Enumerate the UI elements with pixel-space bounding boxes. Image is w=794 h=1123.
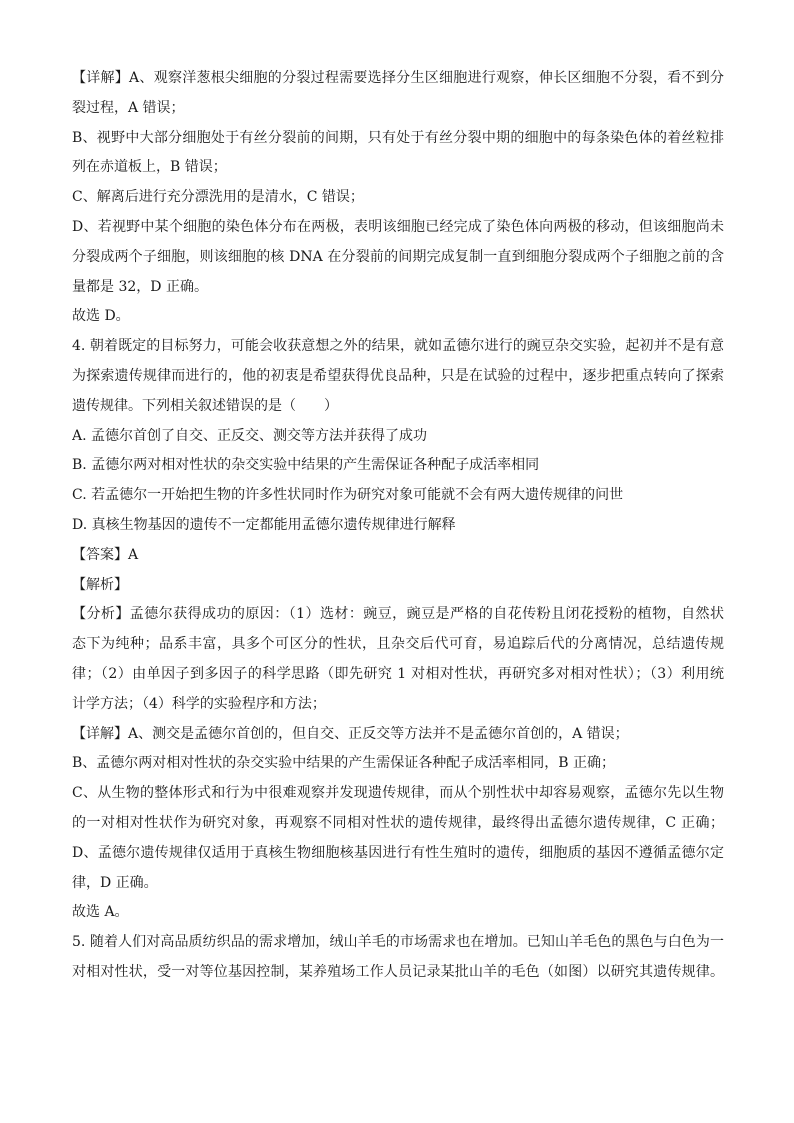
text-line: 律；（2）由单因子到多因子的科学思路（即先研究 1 对相对性状，再研究多对相对性状）；（3）利用统 — [72, 665, 724, 682]
text-line: 4. 朝着既定的目标努力，可能会收获意想之外的结果，就如孟德尔进行的豌豆杂交实验，起初并不是有意 — [72, 338, 724, 355]
text-line: 【答案】A — [72, 546, 139, 563]
text-line: 遗传规律。下列相关叙述错误的是（ ） — [72, 397, 338, 414]
text-line: D、孟德尔遗传规律仅适用于真核生物细胞核基因进行有性生殖时的遗传，细胞质的基因不遵循孟德尔定 — [72, 844, 724, 861]
text-line: B、视野中大部分细胞处于有丝分裂前的间期，只有处于有丝分裂中期的细胞中的每条染色体的着丝粒排 — [72, 129, 724, 146]
text-line: D、若视野中某个细胞的染色体分布在两极，表明该细胞已经完成了染色体向两极的移动，但该细胞尚未 — [72, 218, 724, 235]
text-line: B、孟德尔两对相对性状的杂交实验中结果的产生需保证各种配子成活率相同，B 正确； — [72, 755, 616, 772]
text-line: 量都是 32，D 正确。 — [72, 278, 208, 295]
document-body — [72, 64, 724, 988]
text-line: 态下为纯种；品系丰富，具多个可区分的性状，且杂交后代可育，易追踪后代的分离情况，总结遗传规 — [72, 636, 724, 653]
text-line: 分裂成两个子细胞，则该细胞的核 DNA 在分裂前的间期完成复制一直到细胞分裂成两个子细胞之前的含 — [72, 248, 724, 265]
text-line: 列在赤道板上，B 错误； — [72, 159, 227, 176]
text-line: 为探索遗传规律而进行的，他的初衷是希望获得优良品种，只是在试验的过程中，逐步把重点转向了探索 — [72, 367, 724, 384]
text-line: 计学方法；（4）科学的实验程序和方法； — [72, 695, 326, 712]
text-line: 律，D 正确。 — [72, 874, 158, 891]
text-line: A. 孟德尔首创了自交、正反交、测交等方法并获得了成功 — [72, 427, 428, 444]
text-line: 【解析】 — [72, 576, 128, 593]
text-line: 裂过程，A 错误； — [72, 99, 185, 116]
text-line: 【详解】A、测交是孟德尔首创的，但自交、正反交等方法并不是孟德尔首创的，A 错误； — [72, 725, 629, 742]
text-line: 的一对相对性状作为研究对象，再观察不同相对性状的遗传规律，最终得出孟德尔遗传规律，C 正确； — [72, 814, 724, 831]
text-line: C、解离后进行充分漂洗用的是清水，C 错误； — [72, 189, 364, 206]
text-line: 5. 随着人们对高品质纺织品的需求增加，绒山羊毛的市场需求也在增加。已知山羊毛色的黑色与白色为一 — [72, 934, 724, 951]
text-line: B. 孟德尔两对相对性状的杂交实验中结果的产生需保证各种配子成活率相同 — [72, 457, 540, 474]
text-line: D. 真核生物基因的遗传不一定都能用孟德尔遗传规律进行解释 — [72, 516, 456, 533]
text-line: 【详解】A、观察洋葱根尖细胞的分裂过程需要选择分生区细胞进行观察，伸长区细胞不分裂，看不到分 — [72, 70, 724, 86]
text-line: C. 若孟德尔一开始把生物的许多性状同时作为研究对象可能就不会有两大遗传规律的问世 — [72, 487, 624, 504]
text-line: 故选 D。 — [72, 308, 130, 325]
text-line: 对相对性状，受一对等位基因控制，某养殖场工作人员记录某批山羊的毛色（如图）以研究其遗传规律。 — [72, 963, 724, 980]
text-line: C、从生物的整体形式和行为中很难观察并发现遗传规律，而从个别性状中却容易观察，孟德尔先以生物 — [72, 785, 724, 802]
text-line: 故选 A。 — [72, 904, 129, 921]
text-line: 【分析】孟德尔获得成功的原因：（1）选材：豌豆，豌豆是严格的自花传粉且闭花授粉的植物，自然状 — [72, 606, 724, 623]
